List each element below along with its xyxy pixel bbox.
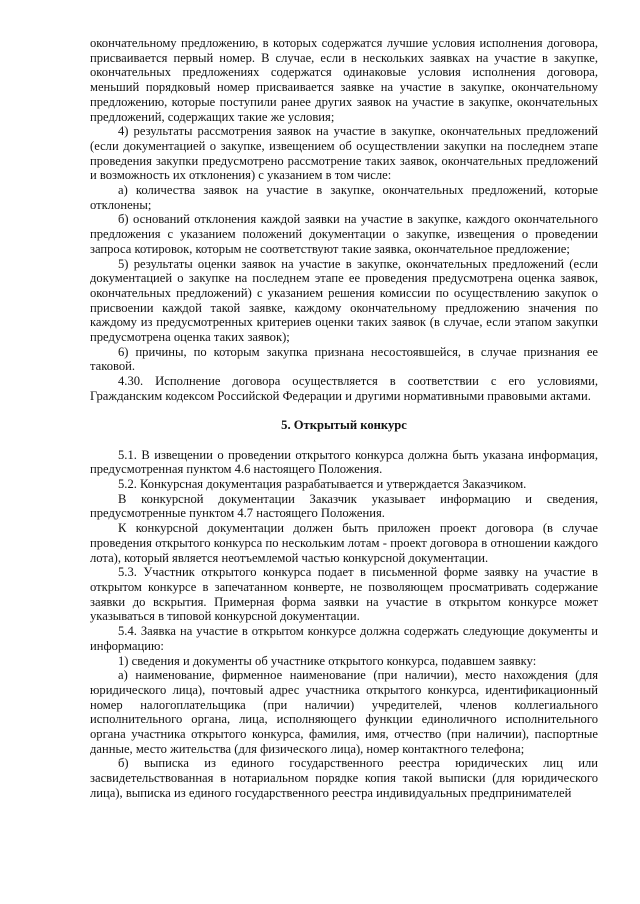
paragraph: 4) результаты рассмотрения заявок на участие в закупке, окончательных предложений (если документацией о закупке, извещением об осуществлении закупки на последнем этапе проведения закупки предусмотрено рассмотрение таких заявок, окончательных предложений и возможность их отклонения) с указанием в том числе:: [90, 124, 598, 183]
paragraph: окончательному предложению, в которых содержатся лучшие условия исполнения договора, присваивается первый номер. В случае, если в нескольких заявках на участие в закупке, окончательных предложениях содержатся одинаковые условия исполнения договора, меньший порядковый номер присваивается заявке на участие в закупке, окончательному предложению, которые поступили ранее других заявок на участие в закупке, окончательных предложений, содержащих такие же условия;: [90, 36, 598, 124]
spacer: [90, 404, 598, 419]
paragraph: В конкурсной документации Заказчик указывает информацию и сведения, предусмотренные пунктом 4.7 настоящего Положения.: [90, 491, 598, 521]
paragraph: 5.1. В извещении о проведении открытого конкурса должна быть указана информация, предусмотренная пунктом 4.6 настоящего Положения.: [90, 447, 598, 477]
section-title: 5. Открытый конкурс: [281, 418, 407, 433]
spacer: [90, 433, 598, 448]
paragraph: б) оснований отклонения каждой заявки на участие в закупке, каждого окончательного предложения с указанием положений документации о закупке, извещения о проведении запроса котировок, которым не соответствуют такие заявка, окончательное предложение;: [90, 212, 598, 256]
paragraph: а) наименование, фирменное наименование (при наличии), место нахождения (для юридического лица), почтовый адрес участника открытого конкурса, идентификационный номер налогоплательщика (при наличии) учредителей, членов коллегиального исполнительного органа, лица, исполняющего функции единоличного исполнительного органа участника открытого конкурса, фамилия, имя, отчество (при наличии), паспортные данные, место жительства (для физического лица), номер контактного телефона;: [90, 668, 598, 756]
document-page: [90, 36, 598, 801]
paragraph: 5) результаты оценки заявок на участие в закупке, окончательных предложений (если документацией о закупке на последнем этапе ее проведения предусмотрена оценка заявок, окончательных предложений) с указанием решения комиссии по осуществлению закупок о присвоении каждой такой заявке, каждому окончательному предложению значения по каждому из предусмотренных критериев оценки таких заявок (в случае, если этапом закупки предусмотрена оценка таких заявок);: [90, 256, 598, 345]
paragraph: 5.2. Конкурсная документация разрабатывается и утверждается Заказчиком.: [118, 477, 527, 492]
paragraph: 4.30. Исполнение договора осуществляется в соответствии с его условиями, Гражданским кодексом Российской Федерации и другими нормативными правовыми актами.: [90, 374, 598, 403]
paragraph: 5.4. Заявка на участие в открытом конкурсе должна содержать следующие документы и информацию:: [90, 624, 598, 653]
paragraph: К конкурсной документации должен быть приложен проект договора (в случае проведения открытого конкурса по нескольким лотам - проект договора в отношении каждого лота), который является неотъемлемой частью конкурсной документации.: [90, 521, 598, 565]
paragraph: а) количества заявок на участие в закупке, окончательных предложений, которые отклонены;: [90, 183, 598, 212]
paragraphs-before: [90, 36, 598, 404]
paragraph: б) выписка из единого государственного реестра юридических лиц или засвидетельствованная в нотариальном порядке копия такой выписки (для юридического лица), выписка из единого государственного реестра индивидуальных предпринимателей: [90, 756, 598, 800]
paragraphs-after: [90, 448, 598, 801]
paragraph: 6) причины, по которым закупка признана несостоявшейся, в случае признания ее таковой.: [90, 344, 598, 374]
paragraph: 1) сведения и документы об участнике открытого конкурса, подавшем заявку:: [118, 653, 537, 668]
paragraph: 5.3. Участник открытого конкурса подает в письменной форме заявку на участие в открытом конкурсе в запечатанном конверте, не позволяющем просматривать содержание заявки до вскрытия. Примерная форма заявки на участие в открытом конкурсе может указываться в типовой конкурсной документации.: [90, 565, 598, 624]
